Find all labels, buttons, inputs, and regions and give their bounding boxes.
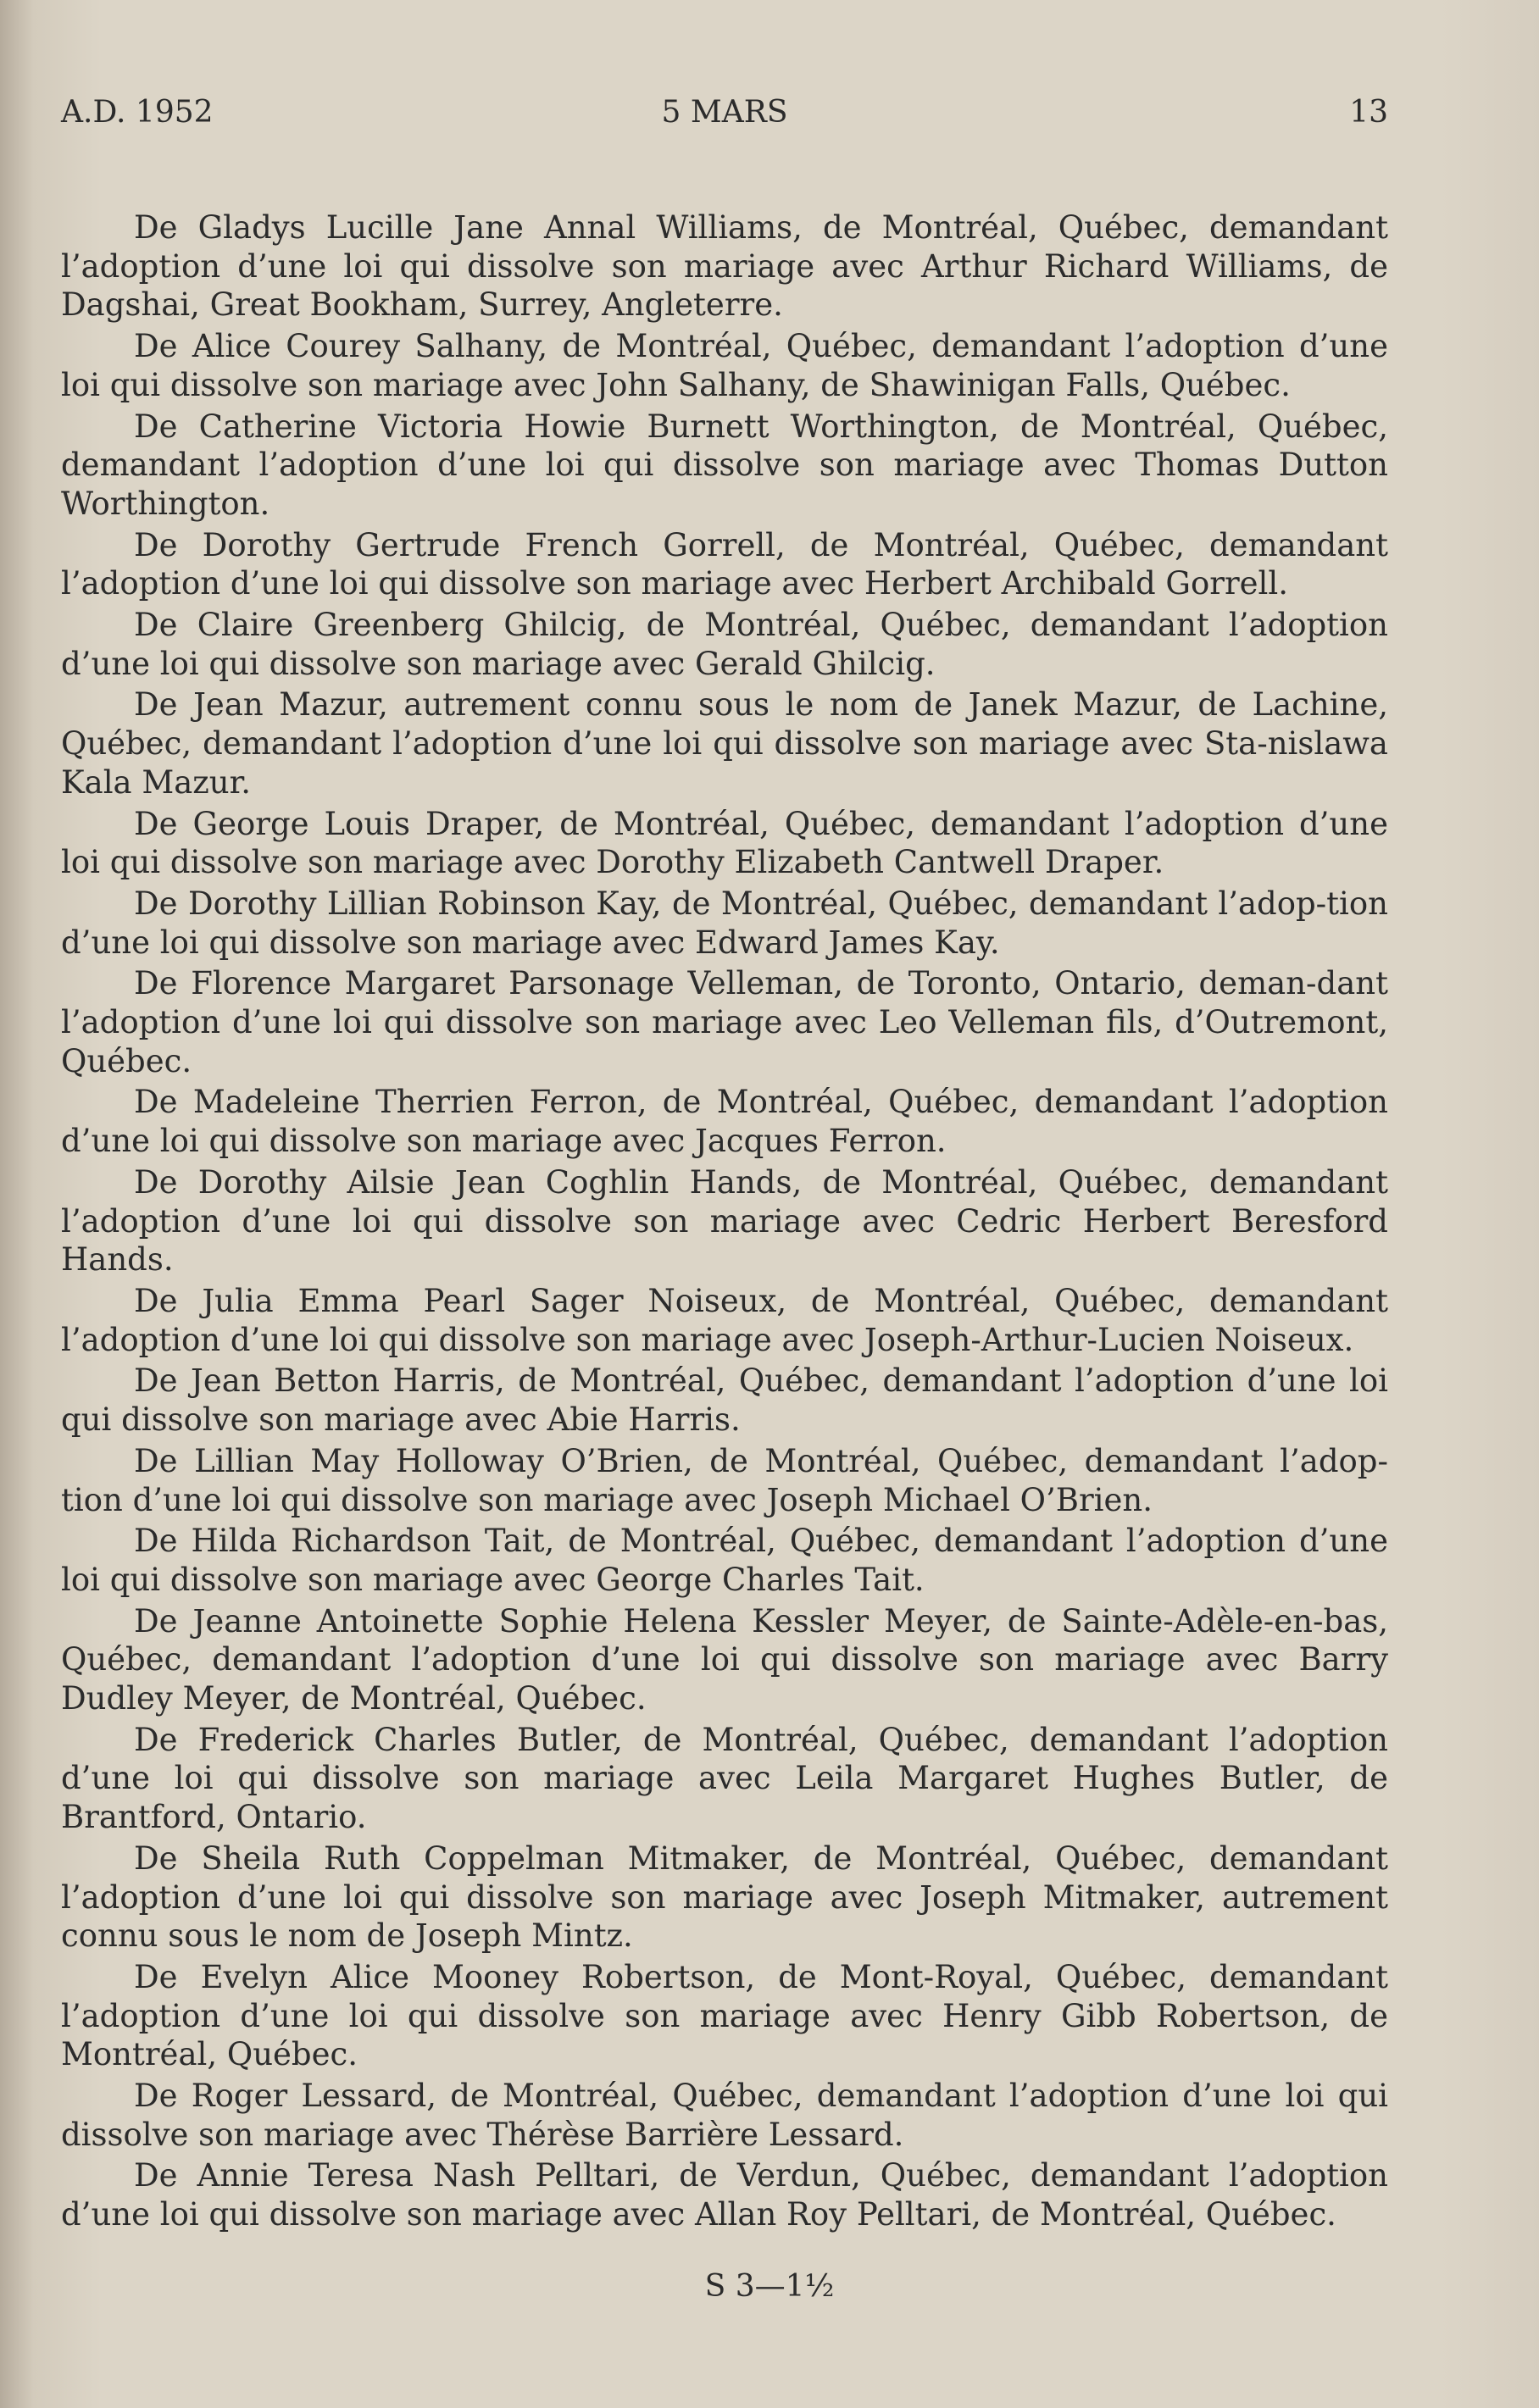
petition-paragraph: De Annie Teresa Nash Pelltari, de Verdun, Québec, demandant l’adoption d’une loi qui dissolve son mariage avec Allan Roy Pelltari, de Montréal, Québec. (61, 2157, 1388, 2233)
petition-paragraph: De Catherine Victoria Howie Burnett Worthington, de Montréal, Québec, demandant l’adoption d’une loi qui dissolve son mariage avec Thomas Dutton Worthington. (61, 408, 1388, 522)
petition-paragraph: De Claire Greenberg Ghilcig, de Montréal, Québec, demandant l’adoption d’une loi qui dissolve son mariage avec Gerald Ghilcig. (61, 607, 1388, 682)
petition-paragraph: De Lillian May Holloway O’Brien, de Montréal, Québec, demandant l’adop-tion d’une loi qui dissolve son mariage avec Joseph Michael O’Brien. (61, 1442, 1388, 1518)
petition-paragraph: De Madeleine Therrien Ferron, de Montréal, Québec, demandant l’adoption d’une loi qui dissolve son mariage avec Jacques Ferron. (61, 1084, 1388, 1160)
header-year: A.D. 1952 (61, 95, 214, 130)
petitions-list (61, 208, 1388, 2237)
petition-paragraph: De Frederick Charles Butler, de Montréal, Québec, demandant l’adoption d’une loi qui dissolve son mariage avec Leila Margaret Hughes Butler, de Brantford, Ontario. (61, 1721, 1388, 1836)
petition-paragraph: De Florence Margaret Parsonage Velleman, de Toronto, Ontario, deman-dant l’adoption d’une loi qui dissolve son mariage avec Leo Velleman fils, d’Outremont, Québec. (61, 965, 1388, 1079)
petition-paragraph: De George Louis Draper, de Montréal, Québec, demandant l’adoption d’une loi qui dissolve son mariage avec Dorothy Elizabeth Cantwell Draper. (61, 805, 1388, 881)
petition-paragraph: De Jean Mazur, autrement connu sous le nom de Janek Mazur, de Lachine, Québec, demandant l’adoption d’une loi qui dissolve son mariage avec Sta-nislawa Kala Mazur. (61, 686, 1388, 801)
petition-paragraph: De Julia Emma Pearl Sager Noiseux, de Montréal, Québec, demandant l’adoption d’une loi qui dissolve son mariage avec Joseph-Arthur-Lucien Noiseux. (61, 1282, 1388, 1358)
header-date: 5 MARS (661, 95, 788, 130)
page-number: 13 (1349, 95, 1388, 130)
petition-paragraph: De Dorothy Lillian Robinson Kay, de Montréal, Québec, demandant l’adop-tion d’une loi qui dissolve son mariage avec Edward James Kay. (61, 885, 1388, 961)
petition-paragraph: De Sheila Ruth Coppelman Mitmaker, de Montréal, Québec, demandant l’adoption d’une loi qui dissolve son mariage avec Joseph Mitmaker, autrement connu sous le nom de Joseph Mintz. (61, 1839, 1388, 1955)
petition-paragraph: De Roger Lessard, de Montréal, Québec, demandant l’adoption d’une loi qui dissolve son mariage avec Thérèse Barrière Lessard. (61, 2078, 1388, 2153)
page-header (61, 95, 1388, 137)
petition-paragraph: De Alice Courey Salhany, de Montréal, Québec, demandant l’adoption d’une loi qui dissolve son mariage avec John Salhany, de Shawinigan Falls, Québec. (61, 328, 1388, 403)
petition-paragraph: De Evelyn Alice Mooney Robertson, de Mont-Royal, Québec, demandant l’adoption d’une loi qui dissolve son mariage avec Henry Gibb Robertson, de Montréal, Québec. (61, 1958, 1388, 2073)
petition-paragraph: De Dorothy Ailsie Jean Coghlin Hands, de Montréal, Québec, demandant l’adoption d’une loi qui dissolve son mariage avec Cedric Herbert Beresford Hands. (61, 1163, 1388, 1279)
signature-mark: S 3—1½ (704, 2269, 835, 2304)
petition-paragraph: De Hilda Richardson Tait, de Montréal, Québec, demandant l’adoption d’une loi qui dissolve son mariage avec George Charles Tait. (61, 1523, 1388, 1598)
petition-paragraph: De Jean Betton Harris, de Montréal, Québec, demandant l’adoption d’une loi qui dissolve son mariage avec Abie Harris. (61, 1362, 1388, 1439)
petition-paragraph: De Gladys Lucille Jane Annal Williams, de Montréal, Québec, demandant l’adoption d’une loi qui dissolve son mariage avec Arthur Richard Williams, de Dagshai, Great Bookham, Surrey, Angleterre. (61, 209, 1388, 324)
petition-paragraph: De Jeanne Antoinette Sophie Helena Kessler Meyer, de Sainte-Adèle-en-bas, Québec, demandant l’adoption d’une loi qui dissolve son mariage avec Barry Dudley Meyer, de Montréal, Québec. (61, 1602, 1388, 1717)
petition-paragraph: De Dorothy Gertrude French Gorrell, de Montréal, Québec, demandant l’adoption d’une loi qui dissolve son mariage avec Herbert Archibald Gorrell. (61, 526, 1388, 602)
